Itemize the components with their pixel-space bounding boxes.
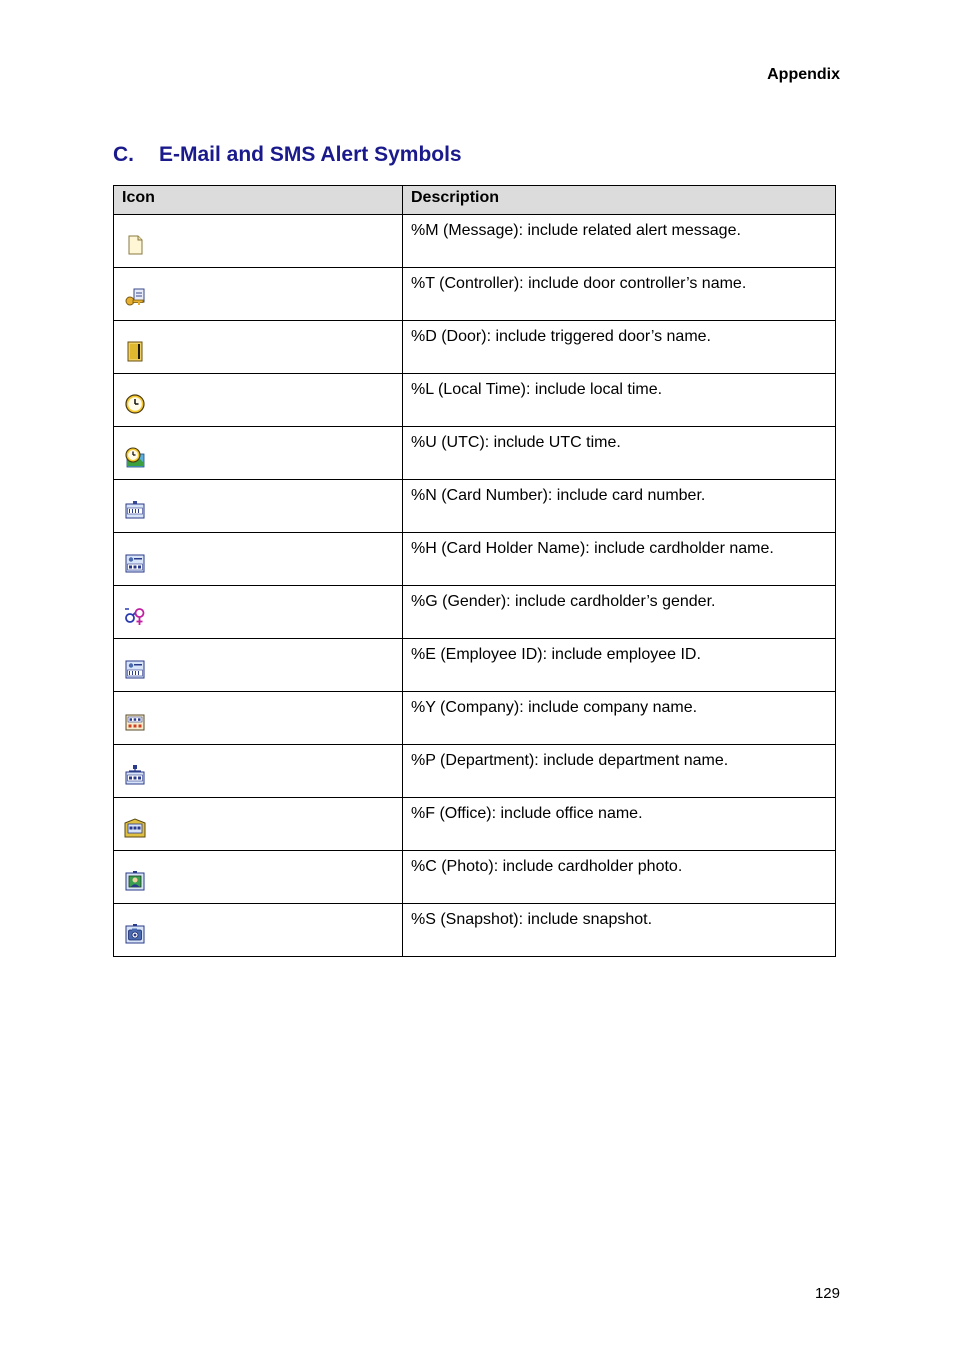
local-time-icon <box>123 392 147 416</box>
table-row <box>114 268 836 321</box>
table-row <box>114 586 836 639</box>
icon-cell <box>114 904 403 957</box>
description-cell: %F (Office): include office name. <box>403 798 836 851</box>
description-cell: %U (UTC): include UTC time. <box>403 427 836 480</box>
column-header-icon: Icon <box>114 186 403 215</box>
icon-cell <box>114 374 403 427</box>
table-row <box>114 798 836 851</box>
section-heading: E-Mail and SMS Alert Symbols <box>159 143 462 166</box>
table-row <box>114 692 836 745</box>
snapshot-icon <box>123 922 147 946</box>
card-holder-name-icon <box>123 551 147 575</box>
table-row <box>114 215 836 268</box>
icon-cell <box>114 798 403 851</box>
description-cell: %H (Card Holder Name): include cardholder name. <box>403 533 836 586</box>
table-row <box>114 480 836 533</box>
description-cell: %L (Local Time): include local time. <box>403 374 836 427</box>
table-row <box>114 851 836 904</box>
company-icon <box>123 710 147 734</box>
photo-icon <box>123 869 147 893</box>
table-row <box>114 639 836 692</box>
icon-cell <box>114 745 403 798</box>
office-icon <box>123 816 147 840</box>
icon-cell <box>114 533 403 586</box>
description-cell: %Y (Company): include company name. <box>403 692 836 745</box>
utc-time-icon <box>123 445 147 469</box>
description-cell: %M (Message): include related alert message. <box>403 215 836 268</box>
controller-icon <box>123 286 147 310</box>
icon-cell <box>114 268 403 321</box>
description-cell: %C (Photo): include cardholder photo. <box>403 851 836 904</box>
icon-cell <box>114 215 403 268</box>
icon-cell <box>114 480 403 533</box>
icon-cell <box>114 427 403 480</box>
gender-icon <box>123 604 147 628</box>
table-row <box>114 533 836 586</box>
department-icon <box>123 763 147 787</box>
icon-cell <box>114 692 403 745</box>
table-row <box>114 427 836 480</box>
running-header: Appendix <box>767 66 840 83</box>
description-cell: %N (Card Number): include card number. <box>403 480 836 533</box>
table-header-row <box>114 186 836 215</box>
icon-cell <box>114 586 403 639</box>
description-cell: %S (Snapshot): include snapshot. <box>403 904 836 957</box>
icon-cell <box>114 639 403 692</box>
section-title <box>113 143 462 167</box>
description-cell: %D (Door): include triggered door’s name. <box>403 321 836 374</box>
icon-cell <box>114 851 403 904</box>
message-icon <box>123 233 147 257</box>
table-row <box>114 321 836 374</box>
card-number-icon <box>123 498 147 522</box>
description-cell: %T (Controller): include door controller’s name. <box>403 268 836 321</box>
table-row <box>114 904 836 957</box>
page-number: 129 <box>814 1285 840 1302</box>
description-cell: %G (Gender): include cardholder’s gender. <box>403 586 836 639</box>
description-cell: %P (Department): include department name. <box>403 745 836 798</box>
table-row <box>114 374 836 427</box>
column-header-description: Description <box>403 186 836 215</box>
icon-cell <box>114 321 403 374</box>
alert-symbols-table <box>113 185 836 957</box>
employee-id-icon <box>123 657 147 681</box>
section-letter: C. <box>113 143 134 166</box>
table-row <box>114 745 836 798</box>
door-icon <box>123 339 147 363</box>
description-cell: %E (Employee ID): include employee ID. <box>403 639 836 692</box>
